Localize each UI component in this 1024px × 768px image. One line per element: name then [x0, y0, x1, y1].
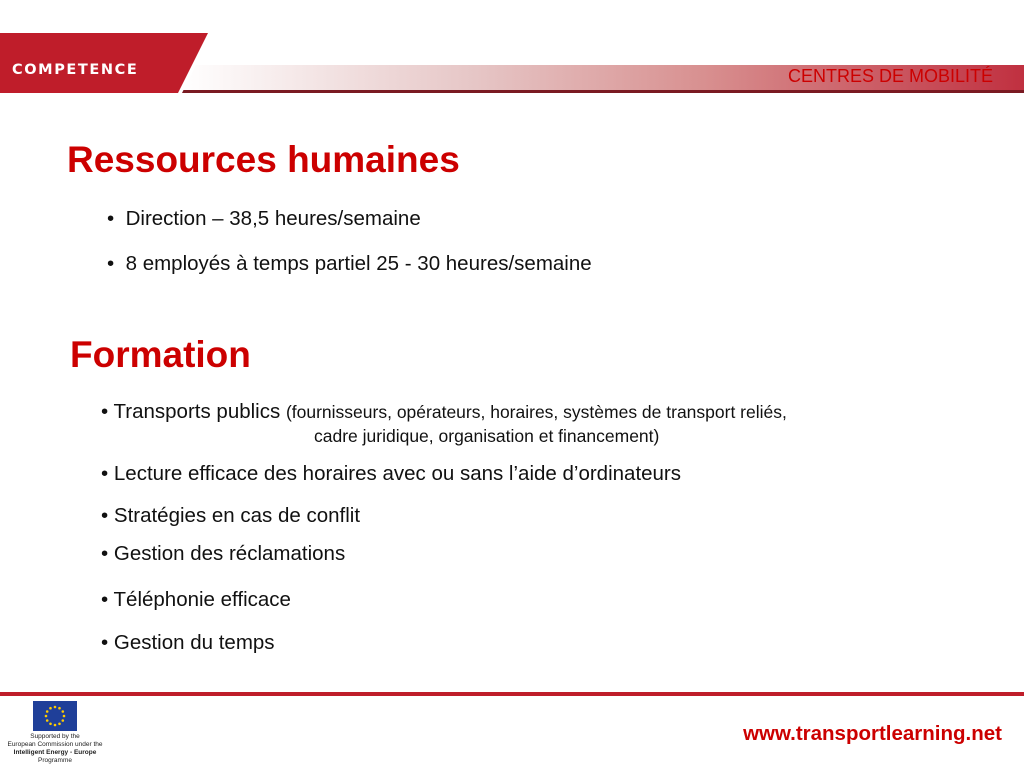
list-item-text: Direction – 38,5 heures/semaine: [125, 207, 421, 230]
bullet: •: [101, 588, 109, 611]
section-title-training: Formation: [70, 334, 251, 375]
bullet: •: [107, 252, 115, 275]
eu-caption-program: Intelligent Energy - Europe: [13, 749, 97, 756]
list-item-text: Téléphonie efficace: [113, 588, 291, 611]
list-item-text: Gestion du temps: [113, 631, 275, 654]
list-item-text: Gestion des réclamations: [113, 542, 346, 565]
list-item-text: Stratégies en cas de conflit: [113, 504, 361, 527]
list-item: [101, 462, 681, 486]
bullet: •: [107, 207, 115, 230]
list-item: [101, 504, 360, 528]
list-item-text: Transports publics: [113, 400, 281, 423]
bullet: •: [101, 400, 109, 423]
list-item: [101, 588, 291, 612]
bullet: •: [101, 631, 109, 654]
bullet: •: [101, 462, 109, 485]
eu-caption: [6, 733, 104, 765]
bullet: •: [101, 542, 109, 565]
header-title: CENTRES DE MOBILITÉ: [787, 66, 993, 86]
eu-flag-icon: [33, 701, 77, 731]
list-item: [107, 252, 592, 276]
list-item: [101, 631, 275, 655]
list-item-text: Lecture efficace des horaires avec ou sans l’aide d’ordinateurs: [113, 462, 682, 485]
eu-caption-line: Programme: [38, 757, 72, 764]
eu-caption-line: European Commission under the: [7, 741, 103, 748]
eu-support-badge: [6, 701, 104, 765]
footer-divider: [0, 692, 1024, 696]
list-item: [101, 400, 787, 424]
list-item-detail-continued: cadre juridique, organisation et financement): [314, 426, 660, 446]
list-item: [101, 542, 345, 566]
eu-caption-line: Supported by the: [30, 733, 80, 740]
list-item-detail: (fournisseurs, opérateurs, horaires, systèmes de transport reliés,: [285, 402, 787, 422]
section-title-human-resources: Ressources humaines: [67, 139, 460, 180]
list-item-text: 8 employés à temps partiel 25 - 30 heures/semaine: [125, 252, 592, 275]
website-link[interactable]: www.transportlearning.net: [743, 722, 1002, 745]
competence-logo: COMPETENCE: [12, 62, 139, 78]
list-item: [107, 207, 421, 231]
bullet: •: [101, 504, 109, 527]
